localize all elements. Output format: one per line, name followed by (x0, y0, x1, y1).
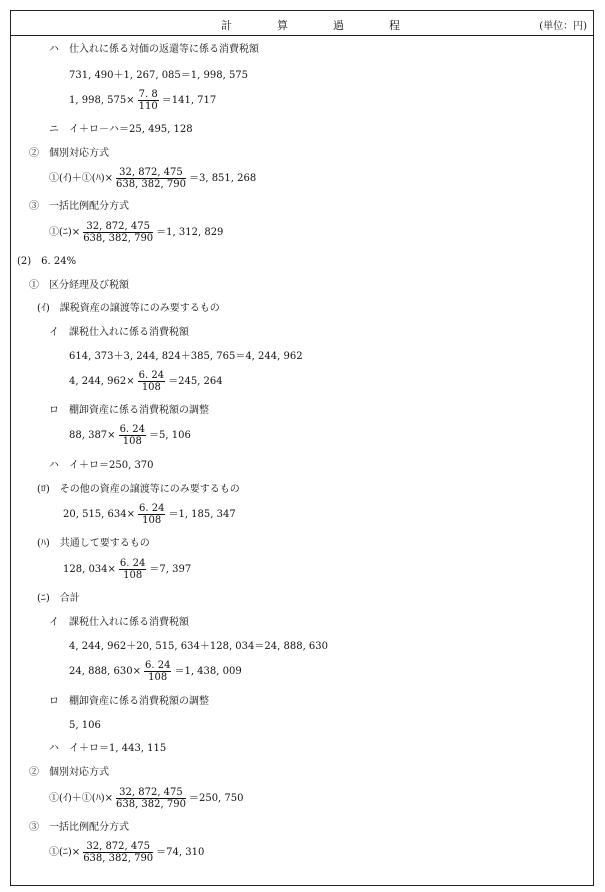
expr-left: ①(ﾆ)× (49, 227, 81, 238)
calc-line: ハ イ＋ロ＝1, 443, 115 (49, 743, 167, 754)
fraction-line (49, 167, 256, 190)
calc-line: 4, 244, 962＋20, 515, 634＋128, 034＝24, 888, 630 (69, 641, 329, 652)
fraction (119, 424, 146, 447)
denominator: 108 (148, 672, 168, 683)
numerator: 32, 872, 475 (116, 167, 186, 179)
expr-result: ＝3, 851, 268 (188, 173, 257, 184)
denominator: 638, 382, 790 (115, 799, 186, 810)
denominator: 638, 382, 790 (115, 179, 186, 190)
numerator: 32, 872, 475 (83, 841, 153, 853)
header-title-char: 程 (389, 19, 400, 32)
calc-line: 614, 373＋3, 244, 824＋385, 765＝4, 244, 962 (69, 351, 303, 362)
numerator: 6. 24 (138, 370, 165, 381)
calc-line: ニ イ＋ロ－ハ＝25, 495, 128 (49, 124, 193, 135)
calc-line: イ 課税仕入れに係る消費税額 (49, 327, 189, 338)
expr-left: 20, 515, 634× (63, 509, 135, 520)
fraction-line (69, 370, 223, 393)
numerator: 6. 24 (119, 558, 146, 569)
fraction (116, 167, 186, 190)
calc-line: ① 区分経理及び税額 (29, 280, 129, 291)
calc-line: (ﾊ) 共通して要するもの (37, 538, 150, 549)
expr-result: ＝245, 264 (168, 376, 223, 387)
fraction (116, 787, 186, 810)
fraction-line (49, 221, 223, 244)
expr-left: 128, 034× (63, 564, 116, 575)
fraction (138, 503, 165, 526)
sheet-header (11, 11, 593, 36)
calc-line: (2) 6. 24% (17, 256, 77, 267)
expr-left: 24, 888, 630× (69, 666, 141, 677)
denominator: 108 (122, 436, 142, 447)
denominator: 108 (141, 382, 161, 393)
fraction-line (49, 841, 204, 864)
denominator: 638, 382, 790 (83, 233, 154, 244)
expr-result: ＝250, 750 (188, 793, 244, 804)
fraction (119, 558, 146, 581)
expr-left: ①(ﾆ)× (49, 847, 81, 858)
numerator: 6. 24 (145, 660, 171, 671)
fraction-line (69, 660, 242, 683)
expr-result: ＝141, 717 (161, 95, 217, 106)
calc-line: ハ 仕入れに係る対価の返還等に係る消費税額 (49, 44, 259, 55)
calc-line: ② 個別対応方式 (29, 148, 109, 159)
calc-line: ロ 棚卸資産に係る消費税額の調整 (49, 405, 209, 416)
calc-line: ② 個別対応方式 (29, 767, 109, 778)
header-title-char: 算 (277, 19, 288, 32)
expr-result: ＝7, 397 (149, 564, 192, 575)
calc-line: 5, 106 (69, 720, 101, 731)
fraction (144, 660, 171, 683)
calc-line: (ｲ) 課税資産の譲渡等にのみ要するもの (37, 303, 220, 314)
expr-left: 4, 244, 962× (69, 376, 135, 387)
calculation-sheet (10, 10, 594, 886)
denominator: 110 (138, 101, 158, 112)
header-title-char: 過 (333, 19, 344, 32)
unit-label: (単位：円) (539, 21, 587, 32)
header-title-char: 計 (221, 19, 232, 32)
expr-result: ＝1, 312, 829 (156, 227, 224, 238)
fraction (138, 89, 159, 112)
expr-result: ＝1, 185, 347 (168, 509, 236, 520)
fraction (83, 221, 153, 244)
denominator: 108 (123, 570, 143, 581)
calc-line: ロ 棚卸資産に係る消費税額の調整 (49, 696, 209, 707)
calc-line: (ﾛ) その他の資産の譲渡等にのみ要するもの (37, 484, 240, 495)
fraction-line (63, 558, 191, 581)
denominator: 638, 382, 790 (83, 853, 154, 864)
expr-left: 1, 998, 575× (69, 95, 135, 106)
expr-left: ①(ｲ)＋①(ﾊ)× (49, 793, 113, 804)
expr-result: ＝5, 106 (149, 430, 191, 441)
numerator: 32, 872, 475 (83, 221, 153, 233)
calc-line: 731, 490＋1, 267, 085＝1, 998, 575 (69, 70, 249, 81)
expr-result: ＝1, 438, 009 (174, 666, 242, 677)
fraction-line (49, 787, 244, 810)
numerator: 6. 24 (139, 503, 165, 514)
fraction-line (69, 424, 191, 447)
expr-result: ＝74, 310 (156, 847, 205, 858)
calc-line: (ﾆ) 合計 (37, 593, 80, 604)
expr-left: 88, 387× (69, 430, 116, 441)
numerator: 7. 8 (138, 89, 158, 100)
expr-left: ①(ｲ)＋①(ﾊ)× (49, 173, 113, 184)
calc-line: イ 課税仕入れに係る消費税額 (49, 617, 189, 628)
numerator: 6. 24 (119, 424, 146, 435)
numerator: 32, 872, 475 (116, 787, 186, 799)
calc-line: ③ 一括比例配分方式 (29, 822, 129, 833)
calc-line: ③ 一括比例配分方式 (29, 201, 129, 212)
calc-line: ハ イ＋ロ＝250, 370 (49, 460, 154, 471)
denominator: 108 (142, 515, 162, 526)
fraction (83, 841, 153, 864)
fraction-line (69, 89, 216, 112)
fraction (138, 370, 165, 393)
fraction-line (63, 503, 236, 526)
